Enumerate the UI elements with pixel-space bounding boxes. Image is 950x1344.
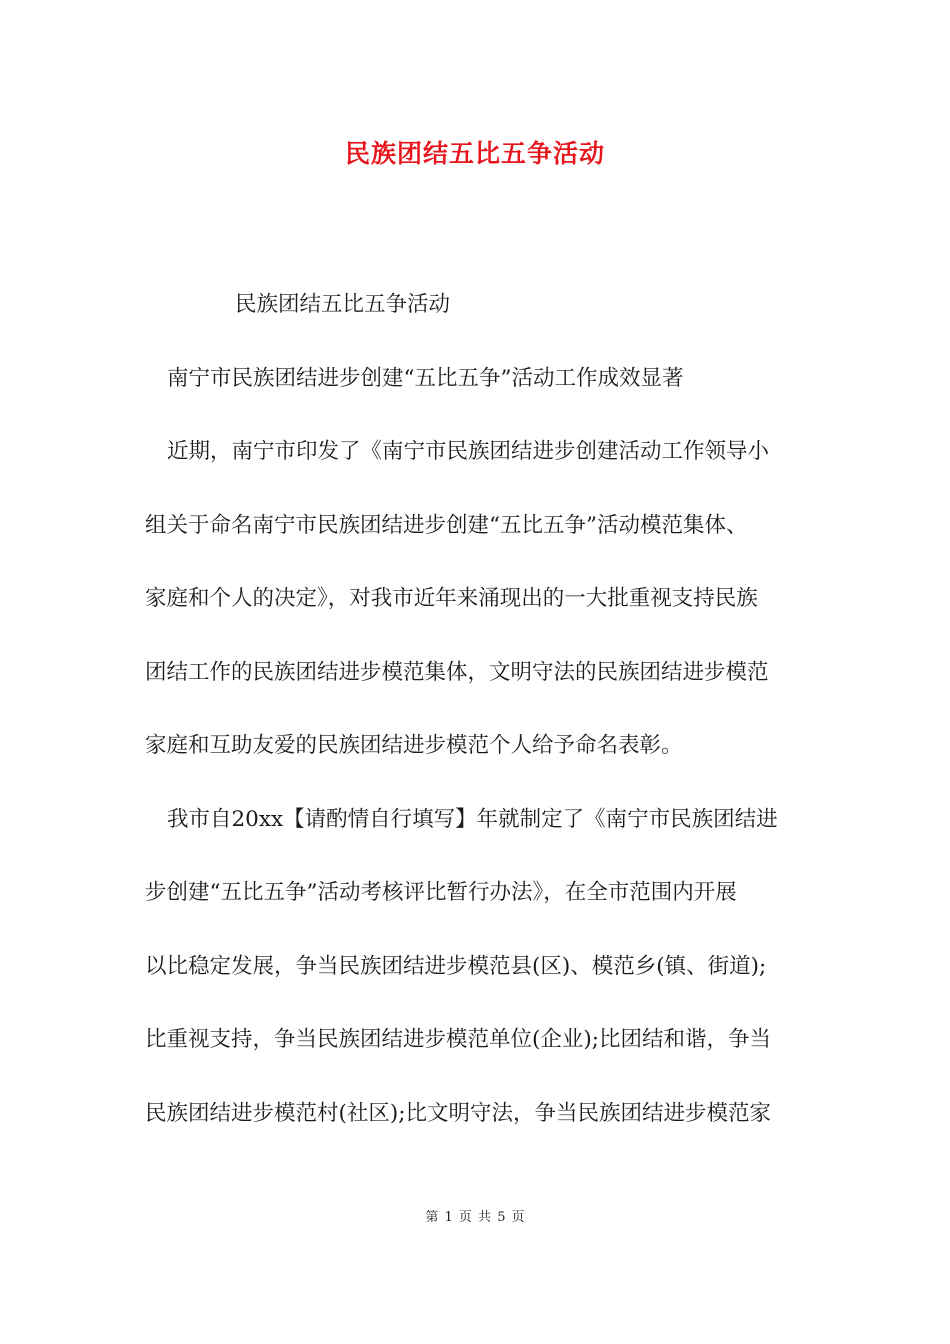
document-subtitle: 民族团结五比五争活动: [235, 292, 451, 317]
paragraph-line: 组关于命名南宁市民族团结进步创建“五比五争”活动模范集体、: [145, 512, 748, 538]
paragraph-line: 家庭和个人的决定》，对我市近年来涌现出的一大批重视支持民族: [145, 586, 758, 611]
paragraph-line: 以比稳定发展，争当民族团结进步模范县(区)、模范乡(镇、街道);: [145, 953, 767, 979]
document-heading: 南宁市民族团结进步创建“五比五争”活动工作成效显著: [167, 365, 684, 391]
paragraph-line: 近期，南宁市印发了《南宁市民族团结进步创建活动工作领导小: [167, 439, 770, 464]
paragraph-line: 团结工作的民族团结进步模范集体，文明守法的民族团结进步模范: [145, 659, 769, 685]
paragraph-1: [145, 415, 810, 783]
paragraph-2: [145, 783, 810, 1151]
paragraph-line: 我市自20xx【请酌情自行填写】年就制定了《南宁市民族团结进: [167, 806, 778, 832]
paragraph-line: 步创建“五比五争”活动考核评比暂行办法》，在全市范围内开展: [145, 880, 737, 905]
paragraph-line: 家庭和互助友爱的民族团结进步模范个人给予命名表彰。: [145, 733, 683, 758]
document-body: [145, 268, 810, 1150]
document-title: 民族团结五比五争活动: [344, 139, 605, 168]
page-number: 第 1 页 共 5 页: [425, 1210, 525, 1225]
paragraph-line: 比重视支持，争当民族团结进步模范单位(企业);比团结和谐，争当: [145, 1027, 772, 1052]
paragraph-line: 民族团结进步模范村(社区);比文明守法，争当民族团结进步模范家: [145, 1100, 772, 1126]
